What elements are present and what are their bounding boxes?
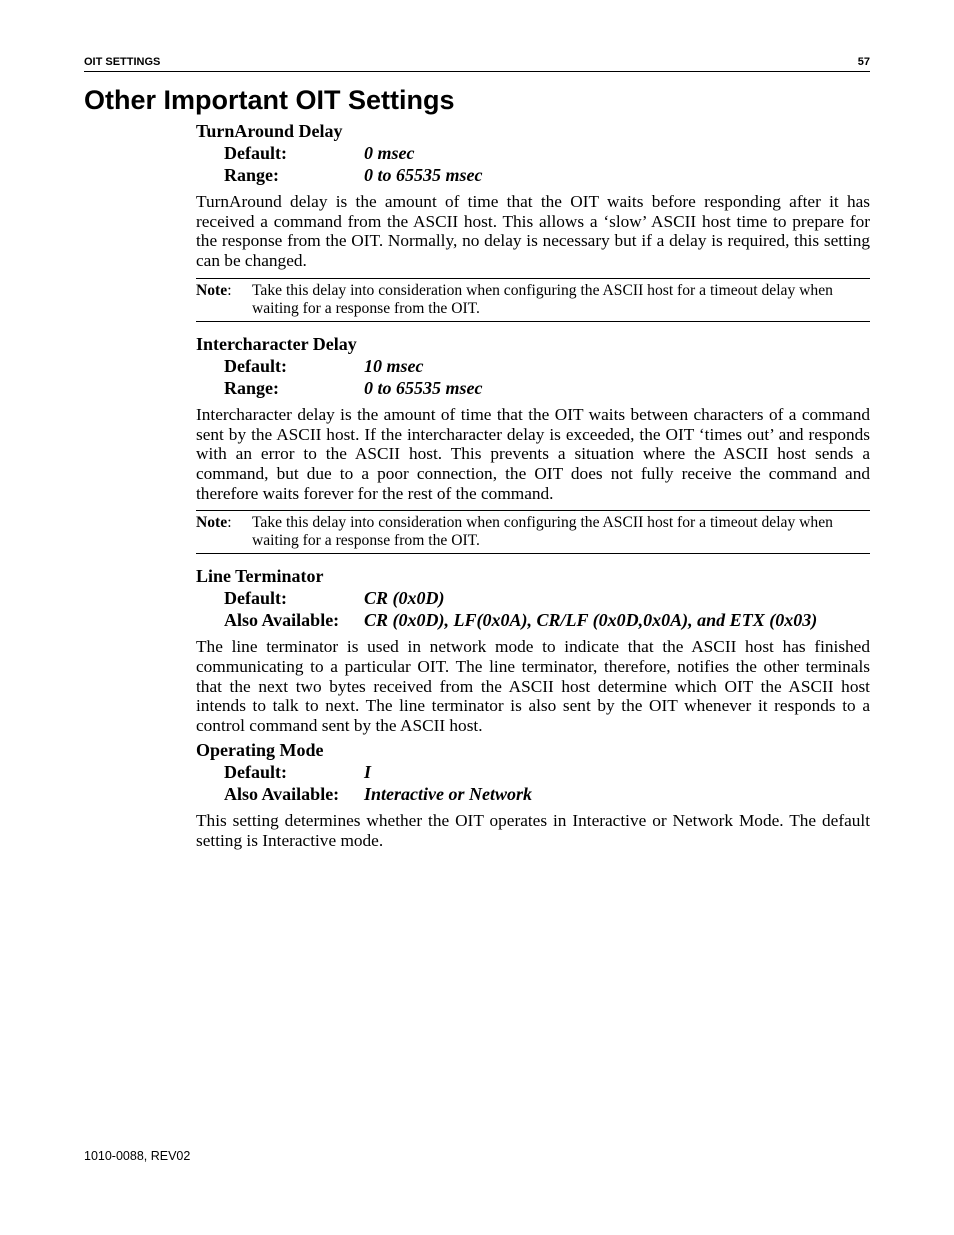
- default-label: Default:: [224, 761, 287, 782]
- setting-description: TurnAround delay is the amount of time that the OIT waits before responding after it has received a command from the ASCII host. This allows a ‘slow’ ASCII host time to prepare for the response from the OIT. Normally, no delay is necessary but if a delay is required, this setting can be changed.: [196, 192, 870, 271]
- note-label: Note:: [196, 281, 232, 299]
- default-label: Default:: [224, 588, 287, 609]
- also-available-label: Also Available:: [224, 783, 340, 804]
- also-available-value: CR (0x0D), LF(0x0A), CR/LF (0x0D,0x0A), and ETX (0x03): [364, 610, 818, 631]
- content-column: [196, 121, 870, 850]
- range-row: [196, 164, 870, 186]
- page-title: Other Important OIT Settings: [84, 85, 455, 115]
- setting-intercharacter-delay: [196, 334, 870, 555]
- range-value: 0 to 65535 msec: [364, 165, 483, 185]
- setting-description: The line terminator is used in network mode to indicate that the ASCII host has finished communicating to a particular OIT. The line terminator, therefore, notifies the other terminals that the next two bytes received from the ASCII host determine which OIT the ASCII host intends to talk to next. The line terminator is also sent by the OIT whenever it responds to a control command sent by the ASCII host.: [196, 637, 870, 736]
- running-header: [84, 56, 870, 72]
- note-box: [196, 278, 870, 322]
- note-label: Note:: [196, 514, 232, 532]
- default-label: Default:: [224, 143, 287, 163]
- setting-description: This setting determines whether the OIT operates in Interactive or Network Mode. The default setting is Interactive mode.: [196, 810, 870, 850]
- note-text: Take this delay into consideration when configuring the ASCII host for a timeout delay when waiting for a response from the OIT.: [252, 281, 833, 317]
- default-label: Default:: [224, 355, 287, 376]
- default-value: 10 msec: [364, 355, 424, 376]
- setting-title: TurnAround Delay: [196, 121, 343, 141]
- header-page-number: 57: [857, 56, 870, 68]
- range-label: Range:: [224, 377, 279, 398]
- setting-operating-mode: [196, 740, 870, 850]
- note-text: Take this delay into consideration when configuring the ASCII host for a timeout delay when waiting for a response from the OIT.: [252, 514, 833, 550]
- footer-doc-id: 1010-0088, REV02: [84, 1149, 191, 1163]
- setting-title: Intercharacter Delay: [196, 333, 357, 354]
- default-value: CR (0x0D): [364, 588, 445, 609]
- default-value: 0 msec: [364, 143, 415, 163]
- note-box: [196, 510, 870, 554]
- default-row: [196, 761, 870, 783]
- header-section-title: OIT SETTINGS: [84, 56, 161, 68]
- also-available-value: Interactive or Network: [364, 783, 532, 804]
- also-available-row: [196, 783, 870, 805]
- default-row: [196, 355, 870, 377]
- setting-line-terminator: [196, 566, 870, 736]
- also-available-label: Also Available:: [224, 610, 340, 631]
- setting-title: Operating Mode: [196, 739, 324, 760]
- also-available-row: [196, 609, 870, 631]
- default-row: [196, 587, 870, 609]
- range-label: Range:: [224, 165, 279, 185]
- setting-turnaround-delay: [196, 121, 870, 322]
- default-row: [196, 142, 870, 164]
- range-row: [196, 377, 870, 399]
- default-value: I: [364, 761, 372, 782]
- range-value: 0 to 65535 msec: [364, 377, 483, 398]
- setting-description: Intercharacter delay is the amount of time that the OIT waits between characters of a command sent by the ASCII host. If the intercharacter delay is exceeded, the OIT ‘times out’ and responds with an error to the ASCII host. This prevents a situation where the ASCII host sends a command, but due to a poor connection, the OIT does not fully receive the command and therefore waits forever for the rest of the command.: [196, 404, 870, 503]
- setting-title: Line Terminator: [196, 566, 324, 587]
